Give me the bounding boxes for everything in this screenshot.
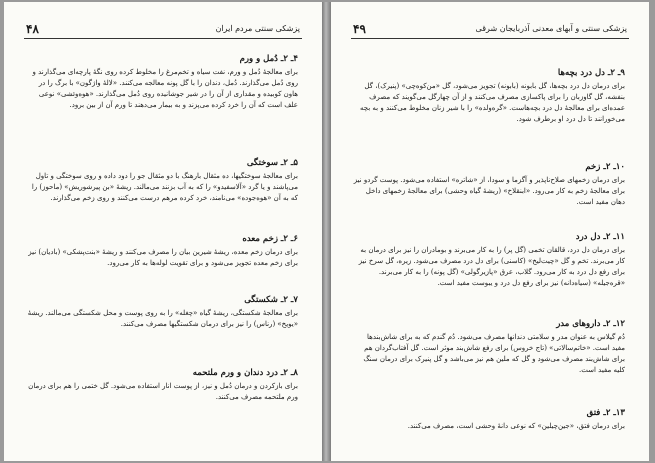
right-page xyxy=(331,2,649,461)
right-running-title: پزشکی سنتی و آبهای معدنی آذربایجان شرقی xyxy=(475,24,627,33)
section-toothache-conjunctivitis xyxy=(26,368,298,403)
section-heading: ۱۲ـ ۲ـ داروهای مدر xyxy=(556,319,625,329)
section-heading: ۵ـ ۲ـ سوختگی xyxy=(246,158,298,168)
section-fractures xyxy=(26,295,298,330)
section-body: برای معالجهٔ سوختگیها، ده مثقال بارهنگ با دو مثقال جو را دود داده و روی سوختگی و تاول می‌پاشند و یا گرد «آلاسفیدو» را که به آب بزنند می‌مالند. ریشهٔ «بن پیرشوریش» (ماحوز) را که به آن «هوه‌جوده» می‌نامند، خرد کرده مرهم درست می‌کنند و روی زخم می‌گذارند. xyxy=(31,172,298,202)
section-body: برای درمان دل درد بچه‌ها، گل بابونه (بابونه) تجویز می‌شود، گل «من‌کوه‌چی» (پنیرک)، گل بنفشه، گل گاوزبان را برای پاکسازی مصرف می‌کنند و از آن چهارگل می‌گویند که مصرف عمده‌ای برای معالجهٔ دل درد بچه‌هاست. «گره‌ولده» را با شیر زنان مخلوط می‌کنند و به بچه می‌خورانند تا دل درد او برطرف شود. xyxy=(359,82,625,123)
book-gutter xyxy=(322,2,331,461)
section-heading: ۷ـ ۲ـ شکستگی xyxy=(244,295,298,305)
section-body: برای درمان دل درد، قالقان تخمی (گل پر) را به کار می‌برند و بومادران را نیز برای درمان به کار می‌برند. تخم و گل «چیت‌لیخ» (کاسنی) برای دل درد مصرف می‌شود. زیره، گل سرخ نیز برای رفع دل درد به کار می‌رود. گلاب، عرق «پازیرگولی» (گل پونه) را به کار می‌برند. «قره‌جیله» (سیاه‌دانه) نیز برای رفع دل درد و یبوست مفید است. xyxy=(358,246,625,287)
section-wounds xyxy=(353,162,625,208)
left-page xyxy=(4,2,322,461)
section-body: برای درمان زخم معده، ریشهٔ شیرین بیان را مصرف می‌کنند و ریشهٔ «بنت‌پشکی» (بادیان) نیز برای زخم معده تجویز می‌شود و برای تقویت لوله‌ها به کار می‌رود. xyxy=(28,248,298,267)
section-body: برای بازکردن و درمان دُمل و نیز، از پوست انار استفاده می‌شود. گل ختمی را هم برای درمان ورم ملتحمه مصرف می‌کنند. xyxy=(28,382,298,401)
section-heading: ۴ـ ۲ـ دُمل و ورم xyxy=(239,54,298,64)
section-diuretics xyxy=(353,319,625,376)
section-stomachache xyxy=(353,232,625,289)
section-heading: ۱۰ـ ۲ـ زخم xyxy=(585,162,625,172)
section-body: برای درمان فتق، «جین‌چیلین» که نوعی دانهٔ وحشی است، مصرف می‌کنند. xyxy=(407,422,625,430)
section-heading: ۸ـ ۲ـ درد دندان و ورم ملتحمه xyxy=(192,368,298,378)
section-children-stomachache xyxy=(353,68,625,125)
section-heading: ۱۱ـ ۲ـ دل درد xyxy=(575,232,625,242)
section-stomach-ulcer xyxy=(26,234,298,269)
section-body: برای معالجهٔ شکستگی، ریشهٔ گیاه «چغله» را به روی پوست و محل شکستگی می‌مالند. ریشهٔ «یویخ» (رناس) را نیز برای درمان شکستگیها مصرف می‌کنند. xyxy=(27,309,298,328)
section-boils-swelling xyxy=(26,54,298,111)
section-heading: ۱۳ـ ۲ـ فتق xyxy=(586,408,625,418)
left-page-number: ۴۸ xyxy=(26,22,39,36)
left-page-header xyxy=(24,22,302,39)
section-burns xyxy=(26,158,298,204)
right-page-header xyxy=(351,22,629,39)
section-heading: ۶ـ ۲ـ زخم معده xyxy=(242,234,298,244)
section-hernia xyxy=(353,408,625,432)
section-heading: ۹ـ ۲ـ دل درد بچه‌ها xyxy=(557,68,625,78)
section-body: برای درمان زخمهای صلاح‌ناپذیر و آگزما و سودا، از «شاتره» استفاده می‌شود. پوست گردو نیز برای معالجهٔ زخم به کار می‌رود. «ابنقلاخ» (ریشهٔ گیاه وحشی) برای معالجهٔ زخمهای داخل دهان مفید است. xyxy=(353,176,625,206)
section-body: برای معالجهٔ دُمل و ورم، نفت سیاه و تخم‌مرغ را مخلوط کرده روی نگهٔ پارچه‌ای می‌گذارند و روی دُمل می‌گذارند. دُمل، دندان را با گل پونه معالجه می‌کنند. «لالهٔ واژگون» با برگ را در هاون کوبیده و مقداری از آن را در شیر جوشانیده روی دُمل می‌گذارند. «هوه‌وئشی» نوعی علف است که آن را خرد کرده می‌پزند و به بیمار می‌دهند تا ورم آن از بین برود. xyxy=(32,68,298,109)
right-page-number: ۴۹ xyxy=(353,22,366,36)
left-running-title: پزشکی سنتی مردم ایران xyxy=(215,24,300,33)
section-body: دُم گیلاس به عنوان مدر و سلامتی دندانها مصرف می‌شود. دُم گندم که به برای شاش‌بندها مفید است. «خاتم‌سالاتی» (تاج خروس) برای رفع شاش‌بند موثر است. گل آفتاب‌گردان هم برای شاش‌بند مصرف می‌شود و گل که ملین هم نیز می‌باشد و گل پنیرک برای درمان سنگ کلیه مفید است. xyxy=(363,333,625,374)
